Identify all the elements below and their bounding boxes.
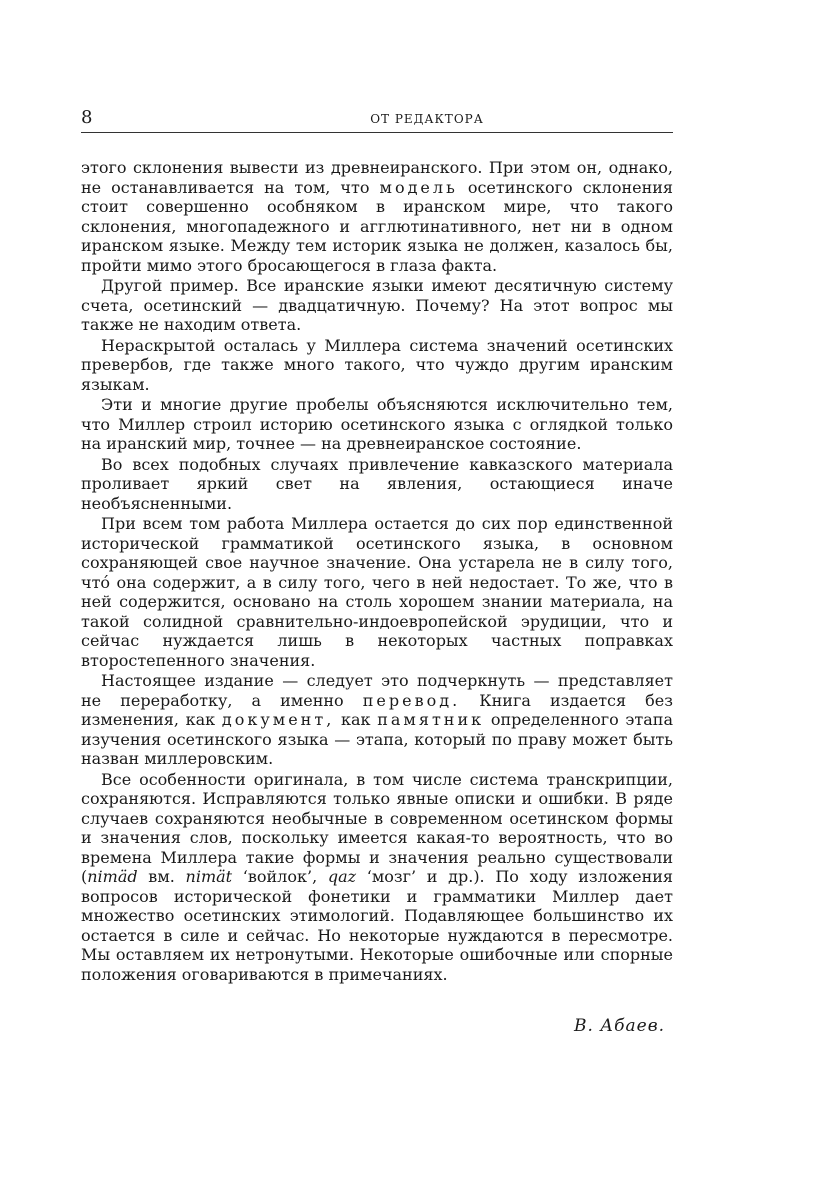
- author-signature: В. Абаев.: [573, 1016, 665, 1036]
- body-text: [81, 158, 673, 984]
- paragraph-8: [81, 770, 673, 985]
- paragraph-8-text-b: вм.: [137, 867, 186, 886]
- running-head: ОТ РЕДАКТОРА: [370, 112, 484, 126]
- paragraph-4: Эти и многие другие пробелы объясняются исключительно тем, что Миллер строил историю осетинского языка с оглядкой только на иранский мир, точнее — на древнеиранское состояние.: [81, 395, 673, 453]
- paragraph-7-text-a: Настоящее издание — следует это подчеркнуть — представляет не переработку, а именно: [81, 671, 673, 710]
- paragraph-7-text-c: как: [340, 710, 371, 729]
- page-header: [81, 108, 673, 132]
- term-nimad: nimäd: [87, 867, 138, 886]
- paragraph-8-text-c: ‘войлок’,: [232, 867, 328, 886]
- paragraph-1-text-a: этого склонения вывести из древнеиранского. При этом он, однако, не останавливается на том, что: [81, 158, 673, 197]
- term-qaz: qaz: [327, 867, 357, 886]
- paragraph-8-text-d: ‘мозг’ и др.). По ходу изложения вопросов исторической фонетики и грамматики Миллер дает множество осетинских этимологий. Подавляющее большинство их остается в силе и сейчас. Но некоторые нуждаются в пересмотре. Мы оставляем их нетронутыми. Некоторые ошибочные или спорные положения оговариваются в примечаниях.: [81, 867, 674, 984]
- paragraph-5: Во всех подобных случаях привлечение кавказского материала проливает яркий свет на явления, остающиеся иначе необъясненными.: [81, 454, 673, 513]
- paragraph-6: При всем том работа Миллера остается до сих пор единственной исторической грамматикой осетинского языка, в основном сохраняющей свое научное значение. Она устарела не в силу того, что́ она содержит, а в силу того, чего в ней недостает. То же, что в ней содержится, основано на столь хорошем знании материала, на такой солидной сравнительно-индоевропейской эрудиции, что и сейчас нуждается лишь в некоторых частных поправках второстепенного значения.: [81, 514, 673, 670]
- header-rule: [81, 132, 673, 133]
- emphasis-pamyatnik: памятник: [377, 710, 485, 729]
- term-nimat: nimät: [185, 867, 233, 886]
- emphasis-perevod: перевод.: [362, 690, 461, 710]
- paragraph-1: [81, 158, 673, 275]
- paragraph-2: Другой пример. Все иранские языки имеют десятичную систему счета, осетинский — двадцатичную. Почему? На этот вопрос мы также не находим ответа.: [81, 276, 673, 334]
- paragraph-1-text-b: осетинского склонения стоит совершенно особняком в иранском мире, что такого склонения, многопадежного и агглютинативного, нет ни в одном иранском языке. Между тем историк языка не должен, казалось бы, пройти мимо этого бросающегося в глаза факта.: [81, 177, 674, 275]
- paragraph-3: Нераскрытой осталась у Миллера система значений осетинских превербов, где также много такого, что чуждо другим иранским языкам.: [81, 335, 673, 394]
- paragraph-8-text-a: Все особенности оригинала, в том числе система транскрипции, сохраняются. Исправляются только явные описки и ошибки. В ряде случаев сохраняются необычные в современном осетинском формы и значения слов, поскольку имеется какая-то вероятность, что во времена Миллера такие формы и значения реально существовали (: [81, 769, 673, 886]
- page-number: 8: [81, 107, 93, 128]
- emphasis-dokument: документ,: [221, 710, 335, 729]
- emphasis-model: модель: [379, 177, 458, 197]
- paragraph-7-text-b: Книга издается без изменения, как: [81, 690, 674, 729]
- paragraph-7: [81, 671, 673, 769]
- paragraph-7-text-d: определенного этапа изучения осетинского языка — этапа, который по праву может быть назван миллеровским.: [81, 710, 673, 768]
